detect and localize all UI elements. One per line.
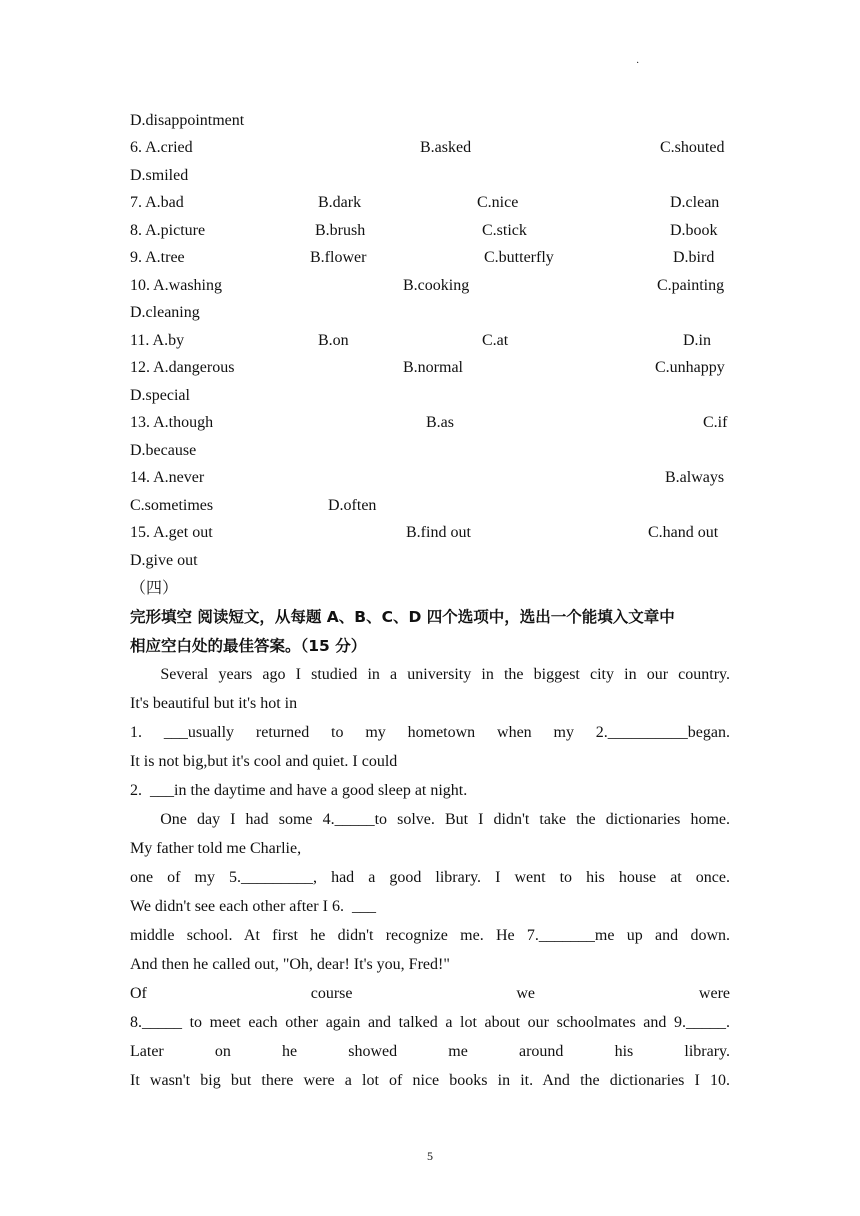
option-q8-d: D.book: [670, 222, 718, 239]
option-q11-a: 11. A.by: [130, 332, 185, 349]
passage-line-3: 1. ___usually returned to my hometown when my 2.__________began.: [130, 724, 730, 741]
option-q7-b: B.dark: [318, 194, 362, 211]
option-q13-a: 13. A.though: [130, 414, 214, 431]
passage-line-13: 8._____ to meet each other again and talked a lot about our schoolmates and 9._____.: [130, 1014, 730, 1031]
option-q7-d: D.clean: [670, 194, 720, 211]
option-q14-b: B.always: [665, 469, 725, 486]
option-q12-c: C.unhappy: [655, 359, 725, 376]
option-q9-d: D.bird: [673, 249, 715, 266]
option-q15-c: C.hand out: [648, 524, 719, 541]
option-q12-a: 12. A.dangerous: [130, 359, 235, 376]
option-q6-a: 6. A.cried: [130, 139, 193, 156]
option-q9-a: 9. A.tree: [130, 249, 185, 266]
passage-line-8: one of my 5._________, had a good library. I went to his house at once.: [130, 869, 730, 886]
section-title-line2: 相应空白处的最佳答案。（15 分）: [130, 637, 367, 655]
option-q11-d: D.in: [683, 332, 711, 349]
passage-line-5: 2. ___in the daytime and have a good sleep at night.: [130, 782, 468, 799]
section-title-line1: 完形填空 阅读短文，从每题 A、B、C、D 四个选项中，选出一个能填入文章中: [130, 608, 675, 626]
passage-line-2: It's beautiful but it's hot in: [130, 695, 298, 712]
passage-line-10: middle school. At first he didn't recognize me. He 7._______me up and down.: [130, 927, 730, 944]
option-q6-b: B.asked: [420, 139, 472, 156]
option-q10-a: 10. A.washing: [130, 277, 222, 294]
header-mark: ·: [636, 58, 640, 69]
passage-line-1: Several years ago I studied in a university in the biggest city in our country.: [130, 666, 730, 683]
passage-line-7: My father told me Charlie,: [130, 840, 302, 857]
option-q15-a: 15. A.get out: [130, 524, 213, 541]
option-q8-c: C.stick: [482, 222, 527, 239]
passage-line-12: Of course we were: [130, 985, 730, 1002]
option-q15-d: D.give out: [130, 552, 198, 569]
option-q14-d: D.often: [328, 497, 377, 514]
option-q13-d: D.because: [130, 442, 197, 459]
passage-line-11: And then he called out, "Oh, dear! It's you, Fred!": [130, 956, 450, 973]
option-q5-d: D.disappointment: [130, 112, 245, 129]
option-q8-b: B.brush: [315, 222, 366, 239]
option-q13-c: C.if: [703, 414, 728, 431]
option-q10-b: B.cooking: [403, 277, 470, 294]
option-q11-c: C.at: [482, 332, 509, 349]
option-q12-d: D.special: [130, 387, 190, 404]
option-q10-d: D.cleaning: [130, 304, 200, 321]
option-q15-b: B.find out: [406, 524, 471, 541]
option-q11-b: B.on: [318, 332, 349, 349]
passage-line-6: One day I had some 4._____to solve. But I didn't take the dictionaries home.: [130, 811, 730, 828]
option-q12-b: B.normal: [403, 359, 463, 376]
passage-line-9: We didn't see each other after I 6. ___: [130, 898, 376, 915]
option-q13-b: B.as: [426, 414, 454, 431]
option-q9-c: C.butterfly: [484, 249, 554, 266]
option-q6-d: D.smiled: [130, 167, 189, 184]
option-q7-a: 7. A.bad: [130, 194, 184, 211]
passage-line-4: It is not big,but it's cool and quiet. I could: [130, 753, 398, 770]
section-number: （四）: [130, 578, 179, 597]
option-q9-b: B.flower: [310, 249, 367, 266]
passage-line-15: It wasn't big but there were a lot of nice books in it. And the dictionaries I 10.: [130, 1072, 730, 1089]
option-q14-c: C.sometimes: [130, 497, 214, 514]
option-q8-a: 8. A.picture: [130, 222, 206, 239]
option-q10-c: C.painting: [657, 277, 725, 294]
option-q7-c: C.nice: [477, 194, 519, 211]
option-q6-c: C.shouted: [660, 139, 725, 156]
page-number: 5: [427, 1149, 433, 1163]
passage-line-14: Later on he showed me around his library.: [130, 1043, 730, 1060]
option-q14-a: 14. A.never: [130, 469, 205, 486]
